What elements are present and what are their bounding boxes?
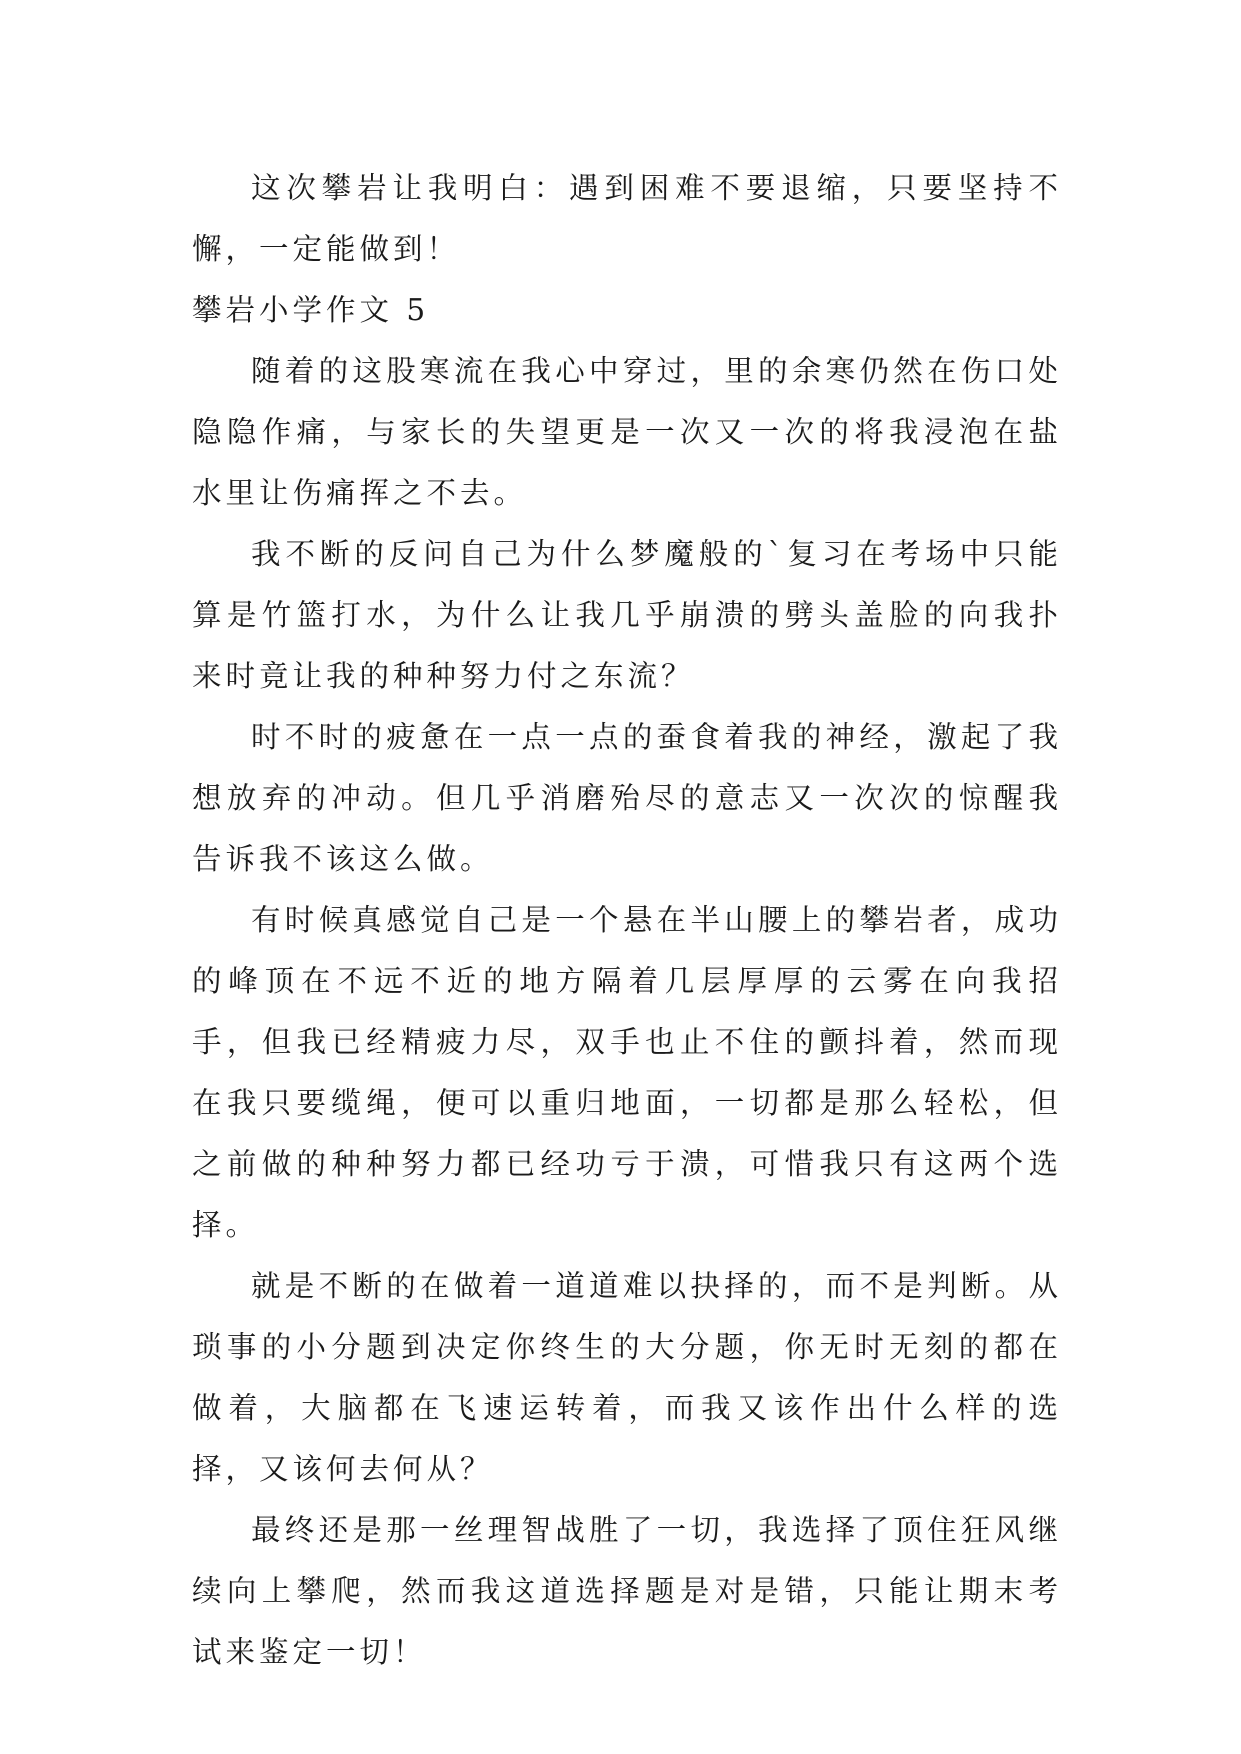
paragraph-1: 随着的这股寒流在我心中穿过，里的余寒仍然在伤口处隐隐作痛，与家长的失望更是一次又一次的将我浸泡在盐水里让伤痛挥之不去。 bbox=[192, 354, 1062, 510]
paragraph-4: 有时候真感觉自己是一个悬在半山腰上的攀岩者，成功的峰顶在不远不近的地方隔着几层厚厚的云雾在向我招手，但我已经精疲力尽，双手也止不住的颤抖着，然而现在我只要缆绳，便可以重归地面，一切都是那么轻松，但之前做的种种努力都已经功亏于溃，可惜我只有这两个选择。 bbox=[192, 903, 1062, 1242]
document-body bbox=[192, 158, 1062, 1683]
paragraph-2: 我不断的反问自己为什么梦魔般的`复习在考场中只能算是竹篮打水，为什么让我几乎崩溃的劈头盖脸的向我扑来时竟让我的种种努力付之东流？ bbox=[192, 537, 1062, 693]
essay-title: 攀岩小学作文 5 bbox=[192, 293, 430, 327]
paragraph-5: 就是不断的在做着一道道难以抉择的，而不是判断。从琐事的小分题到决定你终生的大分题，你无时无刻的都在做着，大脑都在飞速运转着，而我又该作出什么样的选择，又该何去何从？ bbox=[192, 1269, 1062, 1486]
paragraph-6: 最终还是那一丝理智战胜了一切，我选择了顶住狂风继续向上攀爬，然而我这道选择题是对是错，只能让期末考试来鉴定一切！ bbox=[192, 1513, 1062, 1669]
paragraph-conclusion: 这次攀岩让我明白：遇到困难不要退缩，只要坚持不懈，一定能做到！ bbox=[192, 171, 1062, 266]
paragraph-3: 时不时的疲惫在一点一点的蚕食着我的神经，激起了我想放弃的冲动。但几乎消磨殆尽的意志又一次次的惊醒我告诉我不该这么做。 bbox=[192, 720, 1062, 876]
